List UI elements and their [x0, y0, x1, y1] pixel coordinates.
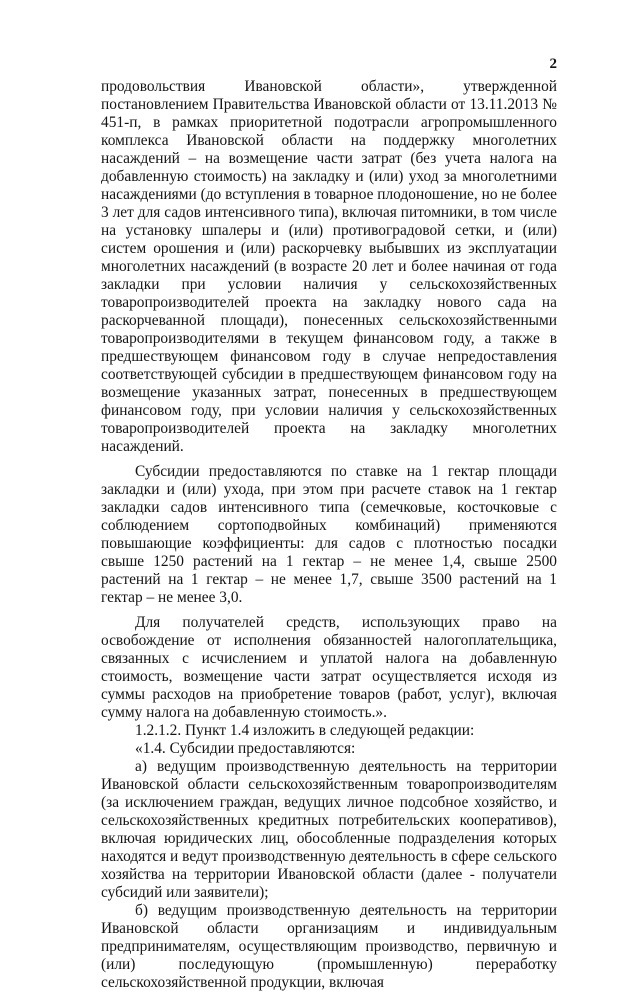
paragraph-subsidy-rates: Субсидии предоставляются по ставке на 1 гектар площади закладки и (или) ухода, при этом при расчете ставок на 1 гектар закладки садов интенсивного типа (семечковые, косточковые с соблюдением сортоподвойных комбинаций) применяются повышающие коэффициенты: для садов с плотностью посадки свыше 1250 растений на 1 гектар – не менее 1,4, свыше 2500 растений на 1 гектар – не менее 1,7, свыше 3500 растений на 1 гектар – не менее 3,0. [101, 463, 557, 606]
page-number: 2 [549, 56, 557, 72]
paragraph-vat-exemption: Для получателей средств, использующих право на освобождение от исполнения обязанностей налогоплательщика, связанных с исчислением и уплатой налога на добавленную стоимость, возмещение части затрат осуществляется исходя из суммы расходов на приобретение товаров (работ, услуг), включая сумму налога на добавленную стоимость.». [101, 614, 557, 721]
document-body [101, 78, 557, 992]
paragraph-amendment-heading: 1.2.1.2. Пункт 1.4 изложить в следующей редакции: [135, 722, 475, 739]
paragraph-clause-1-4: «1.4. Субсидии предоставляются: [135, 740, 356, 757]
paragraph-item-b: б) ведущим производственную деятельность на территории Ивановской области организациям и индивидуальным предпринимателям, осуществляющим производство, первичную и (или) последующую (промышленную) переработку сельскохозяйственной продукции, включая [101, 902, 557, 991]
paragraph-continuation: продовольствия Ивановской области», утвержденной постановлением Правительства Ивановской области от 13.11.2013 № 451-п, в рамках приоритетной подотрасли агропромышленного комплекса Ивановской области на поддержку многолетних насаждений – на возмещение части затрат (без учета налога на добавленную стоимость) на закладку и (или) уход за многолетними насаждениями (до вступления в товарное плодоношение, но не более 3 лет для садов интенсивного типа), включая питомники, в том числе на установку шпалеры и (или) противоградовой сетки, и (или) систем орошения и (или) раскорчевку выбывших из эксплуатации многолетних насаждений (в возрасте 20 лет и более начиная от года закладки при условии наличия у сельскохозяйственных товаропроизводителей проекта на закладку нового сада на раскорчеванной площади), понесенных сельскохозяйственными товаропроизводителями в текущем финансовом году, а также в предшествующем финансовом году в случае непредоставления соответствующей субсидии в предшествующем финансовом году на возмещение указанных затрат, понесенных в предшествующем финансовом году, при условии наличия у сельскохозяйственных товаропроизводителей проекта на закладку многолетних насаждений. [101, 78, 557, 455]
paragraph-item-a: а) ведущим производственную деятельность на территории Ивановской области сельскохозяйственным товаропроизводителям (за исключением граждан, ведущих личное подсобное хозяйство, и сельскохозяйственных кредитных потребительских кооперативов), включая юридических лиц, обособленные подразделения которых находятся и ведут производственную деятельность в сфере сельского хозяйства на территории Ивановской области (далее - получатели субсидий или заявители); [101, 758, 557, 901]
